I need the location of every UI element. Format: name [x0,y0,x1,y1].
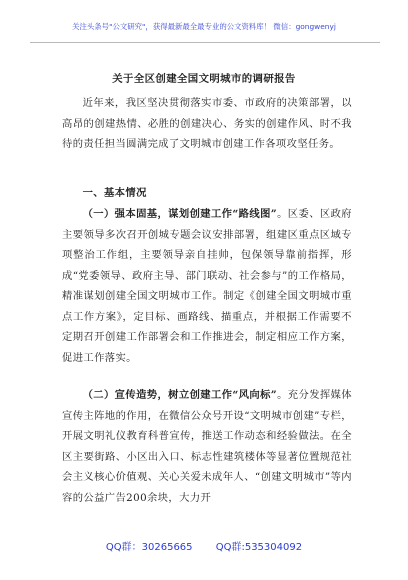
paragraph-1-body: 。区委、区政府主要领导多次召开创城专题会议安排部署，组建区重点区域专项整治工作组，主要领导亲自挂帅，包保领导靠前指挥，形成“党委领导、政府主导、部门联动、社会参与”的工作格局，精准谋划创建全国文明城市工作。制定《创建全国文明城市重点工作方案》，定目标、画路线、描重点，并根据工作需要不定期召开创建工作部署会和工作推进会，制定相应工作方案，促进工作落实。 [62,208,352,364]
paragraph-1-lead: （一）强本固基，谋划创建工作“路线图” [82,208,278,220]
paragraph-2 [62,385,352,508]
paragraph-2-lead: （二）宣传造势，树立创建工作“风向标” [82,389,278,401]
section-heading: 一、基本情况 [82,187,147,199]
footer-qq-group-1: QQ群：30265665 [105,542,193,553]
document-title: 关于全区创建全国文明城市的调研报告 [112,73,296,85]
footer-qq-group-2: QQ群:535304092 [215,542,303,553]
paragraph-2-body: 。充分发挥媒体宣传主阵地的作用，在微信公众号开设“文明城市创建”专栏，开展文明礼仪教育科普宣传，推送工作动态和经验做法。在全区主要街路、小区出入口、标志性建筑楼体等显著位置规范社会主义核心价值观、关心关爱未成年人、“创建文明城市”等内容的公益广告200余块，大力开 [62,389,352,504]
header-promo-text: 关注头条号"公文研究"，获得最新最全最专业的公文资料库！ 微信：gongwenyj [72,22,336,31]
intro-paragraph: 近年来，我区坚决贯彻落实市委、市政府的决策部署，以高昂的创建热情、必胜的创建决心、务实的创建作风、时不我待的责任担当圆满完成了文明城市创建工作各项攻坚任务。 [62,97,352,150]
footer-contact [0,538,408,553]
header-divider [30,42,380,43]
paragraph-1 [62,204,352,368]
